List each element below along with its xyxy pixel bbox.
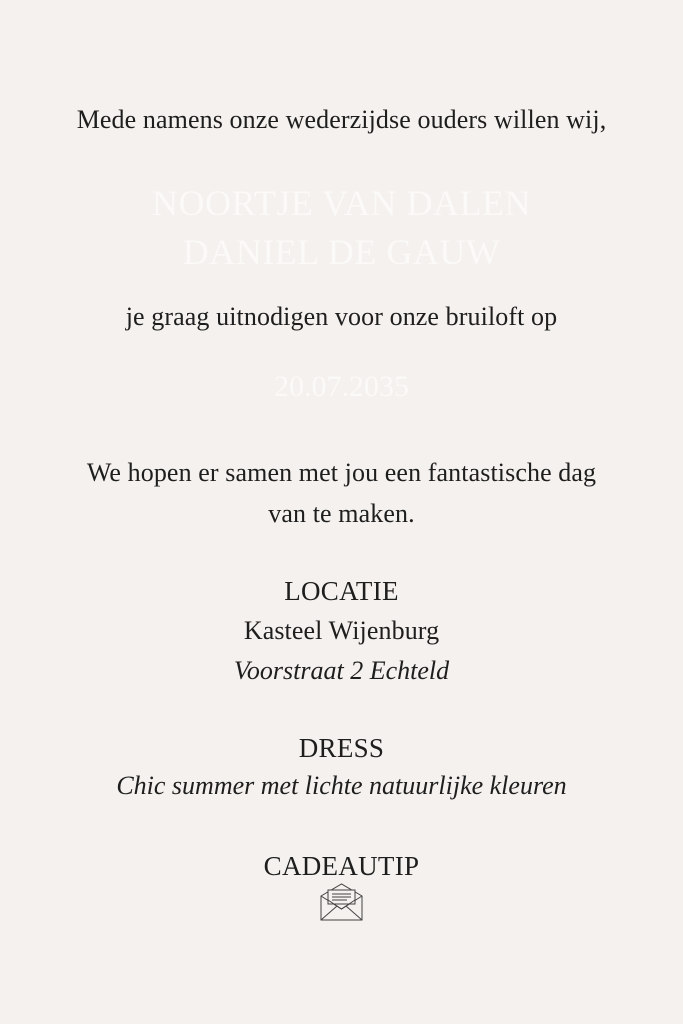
invite-text: je graag uitnodigen voor onze bruiloft op [125, 302, 558, 331]
location-heading: LOCATIE [284, 576, 399, 606]
gift-heading: CADEAUTIP [263, 851, 420, 881]
venue-address: Voorstraat 2 Echteld [233, 656, 450, 685]
intro-text: Mede namens onze wederzijdse ouders willen wij, [76, 105, 607, 134]
wedding-date: 20.07.2035 [274, 370, 409, 403]
dress-heading: DRESS [298, 733, 385, 763]
hope-text-line-2: van te maken. [268, 499, 415, 528]
groom-name: DANIEL DE GAUW [182, 232, 501, 272]
dress-code: Chic summer met lichte natuurlijke kleuren [116, 771, 567, 800]
envelope-icon [319, 882, 364, 922]
venue-name: Kasteel Wijenburg [243, 616, 440, 645]
bride-name: NOORTJE VAN DALEN [151, 183, 531, 223]
hope-text-line-1: We hopen er samen met jou een fantastische dag [86, 458, 597, 487]
